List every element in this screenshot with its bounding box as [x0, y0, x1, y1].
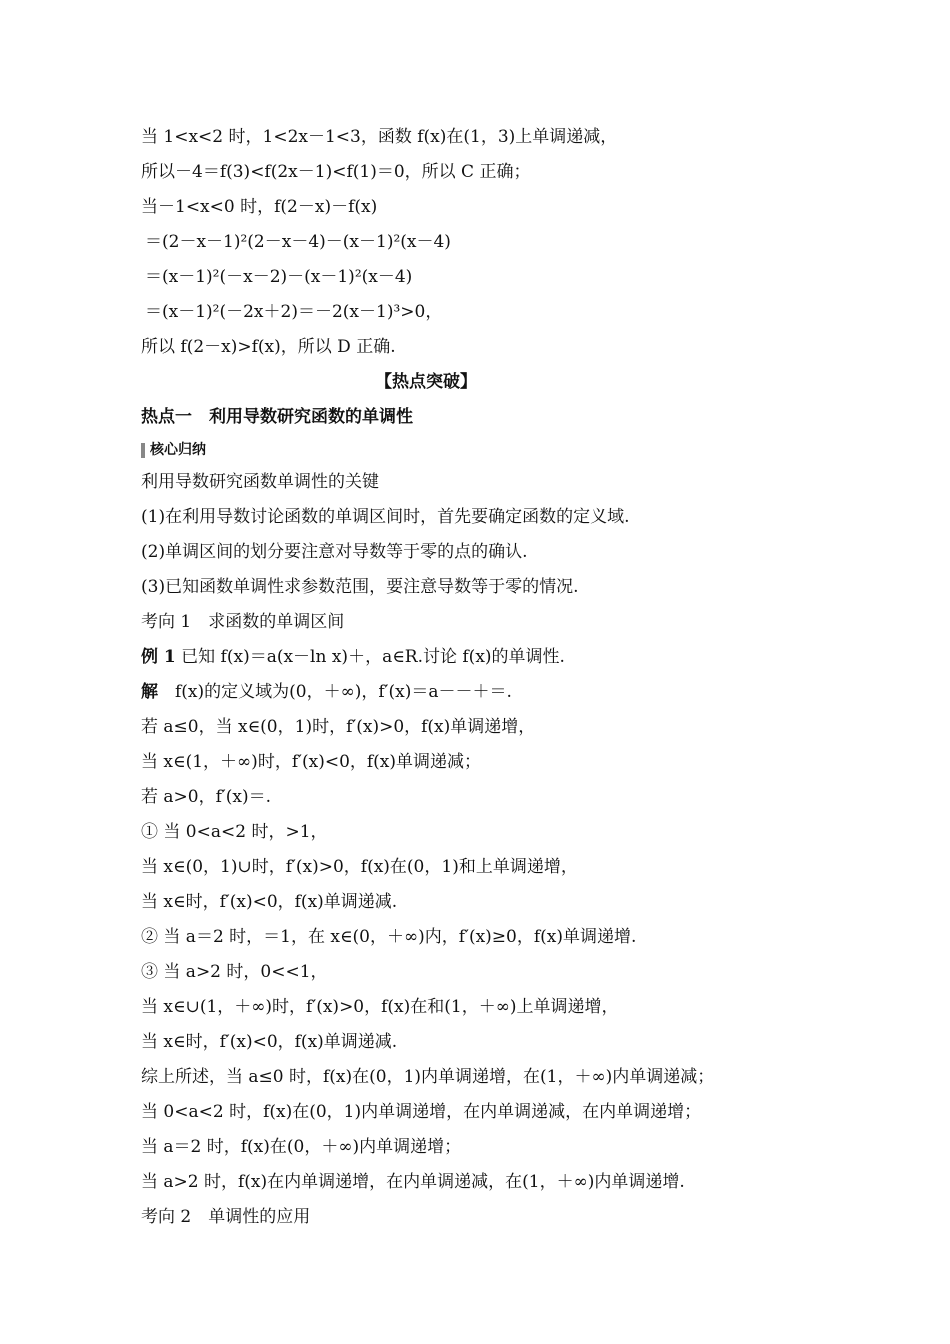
example-label: 例 1: [141, 647, 176, 667]
core-line: (2)单调区间的划分要注意对导数等于零的点的确认.: [141, 542, 528, 562]
text-line: 所以 f(2－x)>f(x)，所以 D 正确.: [141, 337, 396, 357]
hotspot-title: 热点一 利用导数研究函数的单调性: [141, 407, 413, 427]
example-text: 已知 f(x)＝a(x－ln x)＋，a∈R.讨论 f(x)的单调性.: [175, 647, 565, 667]
solution-step: 当 0<a<2 时，f(x)在(0，1)内单调递增，在内单调递减，在内单调递增；: [141, 1102, 702, 1122]
solution-step: 若 a>0，f′(x)＝.: [141, 787, 272, 807]
equation-line: ＝(2－x－1)²(2－x－4)－(x－1)²(x－4): [145, 232, 451, 252]
direction-heading: 考向 1 求函数的单调区间: [141, 612, 345, 632]
section-title: 【热点突破】: [375, 372, 477, 392]
page-content: [141, 120, 821, 1235]
solution-step: 当 x∈(0，1)∪时，f′(x)>0，f(x)在(0，1)和上单调递增，: [141, 857, 578, 877]
solution-step: 当 x∈(1，＋∞)时，f′(x)<0，f(x)单调递减；: [141, 752, 482, 772]
text-line: 当 1<x<2 时，1<2x－1<3，函数 f(x)在(1，3)上单调递减，: [141, 127, 618, 147]
equation-line: ＝(x－1)²(－2x＋2)＝－2(x－1)³>0，: [145, 302, 443, 322]
solution-step: 当 x∈时，f′(x)<0，f(x)单调递减.: [141, 1032, 398, 1052]
label-bar-icon: [141, 443, 145, 458]
solution-step: ① 当 0<a<2 时，>1，: [141, 822, 328, 842]
text-line: 当－1<x<0 时，f(2－x)－f(x): [141, 197, 378, 217]
core-label: [141, 435, 821, 465]
solution-line: [141, 675, 821, 710]
solution-text: f(x)的定义域为(0，＋∞)，f′(x)＝a－－＋＝.: [158, 682, 512, 702]
solution-step: 当 x∈时，f′(x)<0，f(x)单调递减.: [141, 892, 398, 912]
solution-step: ③ 当 a>2 时，0<<1，: [141, 962, 328, 982]
solution-step: 当 a＝2 时，f(x)在(0，＋∞)内单调递增；: [141, 1137, 462, 1157]
solution-step: ② 当 a＝2 时，＝1，在 x∈(0，＋∞)内，f′(x)≥0，f(x)单调递增.: [141, 927, 637, 947]
solution-step: 综上所述，当 a≤0 时，f(x)在(0，1)内单调递增，在(1，＋∞)内单调递减；: [141, 1067, 715, 1087]
text-line: 所以－4＝f(3)<f(2x－1)<f(1)＝0，所以 C 正确；: [141, 162, 531, 182]
core-line: 利用导数研究函数单调性的关键: [141, 472, 379, 492]
solution-step: 若 a≤0，当 x∈(0，1)时，f′(x)>0，f(x)单调递增，: [141, 717, 536, 737]
direction-heading: 考向 2 单调性的应用: [141, 1207, 311, 1227]
equation-line: ＝(x－1)²(－x－2)－(x－1)²(x－4): [145, 267, 413, 287]
core-line: (1)在利用导数讨论函数的单调区间时，首先要确定函数的定义域.: [141, 507, 630, 527]
solution-step: 当 a>2 时，f(x)在内单调递增，在内单调递减，在(1，＋∞)内单调递增.: [141, 1172, 685, 1192]
solution-step: 当 x∈∪(1，＋∞)时，f′(x)>0，f(x)在和(1，＋∞)上单调递增，: [141, 997, 619, 1017]
core-line: (3)已知函数单调性求参数范围，要注意导数等于零的情况.: [141, 577, 579, 597]
example-line: [141, 640, 821, 675]
core-label-text: 核心归纳: [150, 442, 206, 458]
solution-label: 解: [141, 682, 158, 702]
